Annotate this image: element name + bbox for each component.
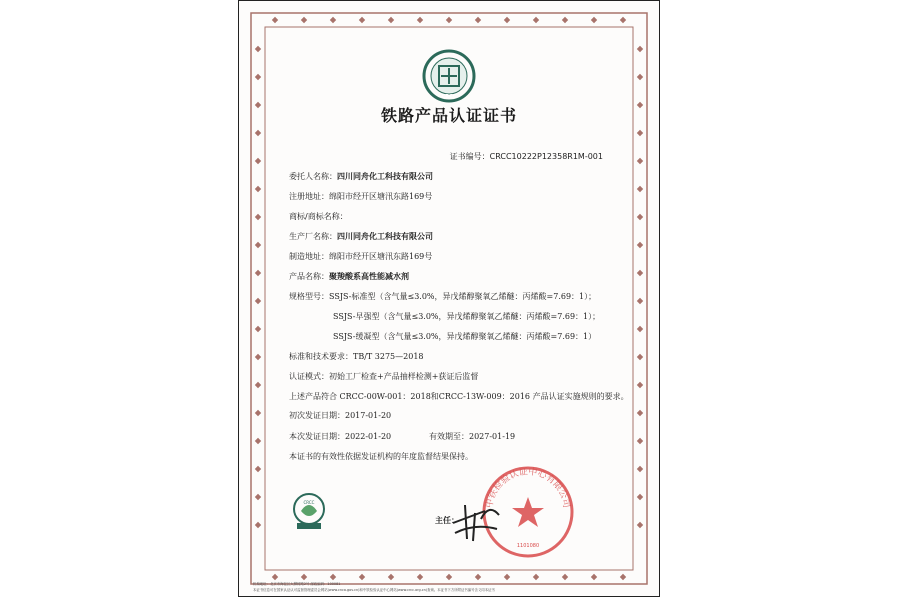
border-diamond: [620, 17, 626, 23]
border-diamond: [255, 214, 261, 220]
border-diamond: [637, 270, 643, 276]
valid-until-date: 有效期至：2027-01-19: [429, 432, 516, 441]
field-label: 商标/商标名称：: [289, 212, 348, 221]
crcc-logo-icon: [422, 49, 476, 103]
footer-query: 本证书信息可在国家认证认可监督管理委员会网站(www.cnca.gov.cn)和中铁检验认证中心网站(www.crcc.org.cn)查询。本证书下方所附证书编号含义同本证书: [253, 588, 495, 592]
border-diamond: [637, 74, 643, 80]
standard-field: 标准和技术要求：TB/T 3275—2018: [289, 352, 424, 361]
border-diamond: [637, 130, 643, 136]
border-diamond: [637, 186, 643, 192]
border-diamond: [504, 574, 510, 580]
svg-text:CRCC: CRCC: [441, 94, 457, 100]
svg-text:中铁检验认证中心有限公司: 中铁检验认证中心有限公司: [484, 467, 572, 509]
field-label: 产品名称：: [289, 272, 329, 281]
border-diamond: [255, 130, 261, 136]
field-row: [289, 271, 409, 282]
field-label: 委托人名称：: [289, 172, 337, 181]
field-label: 制造地址：: [289, 252, 329, 261]
border-diamond: [359, 17, 365, 23]
svg-text:1101080: 1101080: [516, 543, 540, 549]
border-diamond: [620, 574, 626, 580]
certificate: [238, 0, 660, 597]
field-value: 绵阳市经开区塘汛东路169号: [329, 192, 433, 201]
border-diamond: [388, 17, 394, 23]
field-value: 聚羧酸系高性能减水剂: [329, 272, 409, 281]
field-value: 四川同舟化工科技有限公司: [337, 232, 433, 241]
border-diamond: [591, 17, 597, 23]
border-diamond: [255, 46, 261, 52]
border-diamond: [272, 17, 278, 23]
border-diamond: [637, 438, 643, 444]
spec-line-3: SSJS-缓凝型（含气量≤3.0%，异戊烯醇聚氧乙烯醚：丙烯酸=7.69：1）: [333, 332, 597, 341]
field-label: 注册地址：: [289, 192, 329, 201]
border-diamond: [637, 466, 643, 472]
border-diamond: [255, 326, 261, 332]
border-diamond: [533, 574, 539, 580]
border-diamond: [255, 298, 261, 304]
border-diamond: [533, 17, 539, 23]
border-diamond: [255, 438, 261, 444]
border-diamond: [417, 17, 423, 23]
border-diamond: [330, 17, 336, 23]
field-label: 生产厂名称：: [289, 232, 337, 241]
signature: [445, 493, 505, 547]
certificate-title: 铁路产品认证证书: [380, 106, 517, 125]
border-diamond: [255, 242, 261, 248]
certificate-number: 证书编号：CRCC10222P12358R1M-001: [449, 152, 603, 161]
border-diamond: [255, 494, 261, 500]
svg-text:CRCC: CRCC: [303, 500, 315, 505]
first-issue-date: 初次发证日期：2017-01-20: [289, 411, 392, 420]
border-diamond: [637, 298, 643, 304]
field-row: [289, 291, 596, 302]
spec-line-2: SSJS-早强型（含气量≤3.0%，异戊烯醇聚氧乙烯醚：丙烯酸=7.69：1）；: [333, 312, 601, 321]
field-row: [289, 191, 432, 202]
border-diamond: [562, 574, 568, 580]
validity-note: 本证书的有效性依据发证机构的年度监督结果保持。: [289, 452, 473, 461]
field-value: SSJS-标准型（含气量≤3.0%，异戊烯醇聚氧乙烯醚：丙烯酸=7.69：1）；: [329, 292, 597, 301]
border-diamond: [255, 270, 261, 276]
field-row: [289, 171, 433, 182]
crcc-badge-icon: [291, 491, 327, 531]
signatory-label: 主任：: [435, 516, 459, 525]
border-diamond: [255, 466, 261, 472]
border-diamond: [255, 74, 261, 80]
field-label: 规格型号：: [289, 292, 329, 301]
conformity-field: 上述产品符合 CRCC-00W-001：2018和CRCC-13W-009：2016 产品认证实施规则的要求。: [289, 392, 629, 401]
field-row: [289, 211, 348, 222]
border-diamond: [301, 574, 307, 580]
border-diamond: [504, 17, 510, 23]
border-diamond: [637, 410, 643, 416]
border-diamond: [255, 186, 261, 192]
border-diamond: [255, 410, 261, 416]
border-diamond: [301, 17, 307, 23]
border-diamond: [475, 574, 481, 580]
border-diamond: [637, 46, 643, 52]
border-diamond: [637, 354, 643, 360]
border-diamond: [637, 242, 643, 248]
border-diamond: [255, 382, 261, 388]
border-diamond: [446, 17, 452, 23]
border-diamond: [637, 382, 643, 388]
border-diamond: [637, 494, 643, 500]
border-diamond: [417, 574, 423, 580]
border-diamond: [255, 354, 261, 360]
footer-address: 机构地址：北京市海淀区大柳树路2号 邮政编码：100081: [253, 582, 341, 586]
field-row: [289, 231, 433, 242]
border-diamond: [255, 522, 261, 528]
mode-field: 认证模式：初始工厂检查+产品抽样检测+获证后监督: [289, 372, 479, 381]
border-diamond: [637, 158, 643, 164]
border-diamond: [359, 574, 365, 580]
border-diamond: [446, 574, 452, 580]
field-value: 绵阳市经开区塘汛东路169号: [329, 252, 433, 261]
border-diamond: [637, 214, 643, 220]
border-diamond: [637, 522, 643, 528]
border-diamond: [637, 326, 643, 332]
field-value: 四川同舟化工科技有限公司: [337, 172, 433, 181]
border-diamond: [388, 574, 394, 580]
field-row: [289, 251, 432, 262]
border-diamond: [330, 574, 336, 580]
this-issue-date: 本次发证日期：2022-01-20: [289, 432, 392, 441]
border-diamond: [562, 17, 568, 23]
border-diamond: [591, 574, 597, 580]
border-diamond: [475, 17, 481, 23]
border-diamond: [272, 574, 278, 580]
border-diamond: [255, 158, 261, 164]
